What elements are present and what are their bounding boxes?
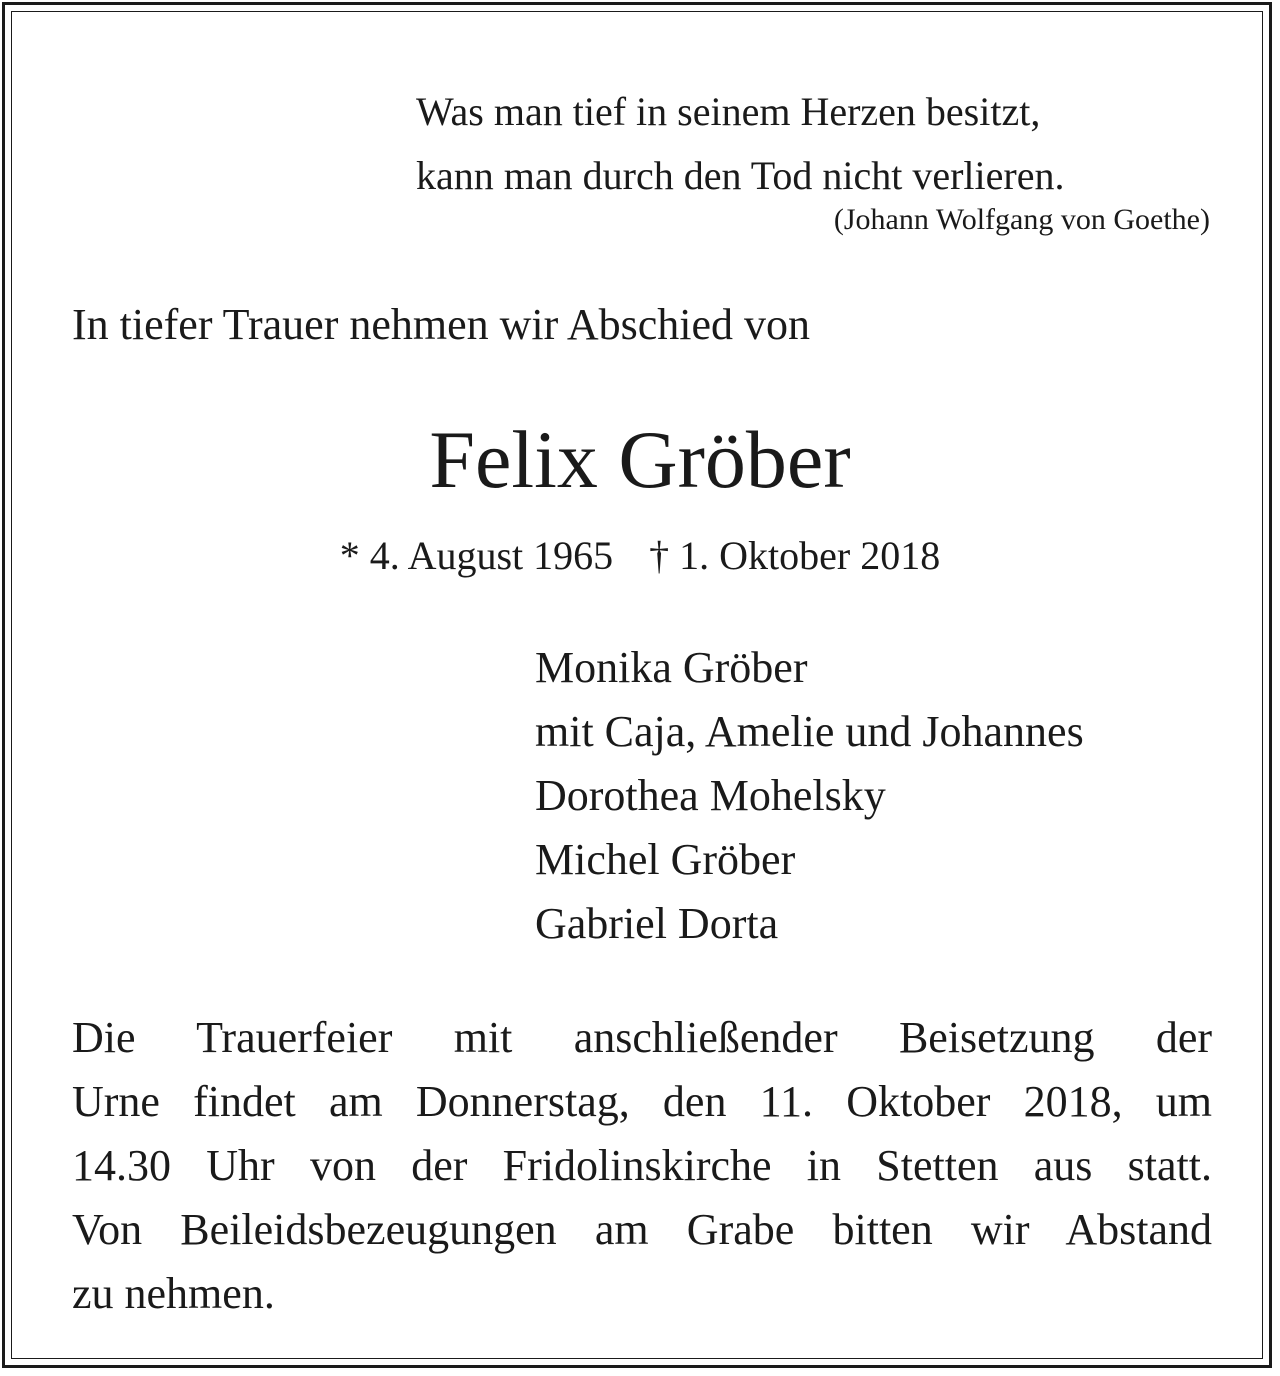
goethe-quote xyxy=(416,80,1064,208)
notice-line: 14.30 Uhr von der Fridolinskirche in Stetten aus statt. xyxy=(72,1141,1212,1190)
mourner-item: Gabriel Dorta xyxy=(535,899,779,948)
death-date: † 1. Oktober 2018 xyxy=(649,533,941,578)
deceased-name: Felix Gröber xyxy=(429,414,851,505)
birth-date: * 4. August 1965 xyxy=(339,533,614,578)
notice-line: Von Beileidsbezeugungen am Grabe bitten wir Abstand xyxy=(72,1205,1212,1254)
mourner-item: Michel Gröber xyxy=(535,835,796,884)
quote-author: (Johann Wolfgang von Goethe) xyxy=(833,203,1210,236)
mourner-item: Dorothea Mohelsky xyxy=(535,771,886,820)
intro-text: In tiefer Trauer nehmen wir Abschied von xyxy=(72,300,811,349)
notice-line: Die Trauerfeier mit anschließender Beisetzung der xyxy=(72,1013,1212,1062)
quote-line-2: kann man durch den Tod nicht verlieren. xyxy=(416,153,1065,198)
funeral-notice xyxy=(72,1006,1212,1326)
mourners-list xyxy=(535,636,1084,956)
life-dates xyxy=(0,530,1280,582)
notice-line: Urne findet am Donnerstag, den 11. Oktober 2018, um xyxy=(72,1077,1212,1126)
quote-line-1: Was man tief in seinem Herzen besitzt, xyxy=(416,89,1041,134)
mourner-item: Monika Gröber xyxy=(535,643,808,692)
mourner-item: mit Caja, Amelie und Johannes xyxy=(535,707,1084,756)
notice-line: zu nehmen. xyxy=(72,1269,275,1318)
